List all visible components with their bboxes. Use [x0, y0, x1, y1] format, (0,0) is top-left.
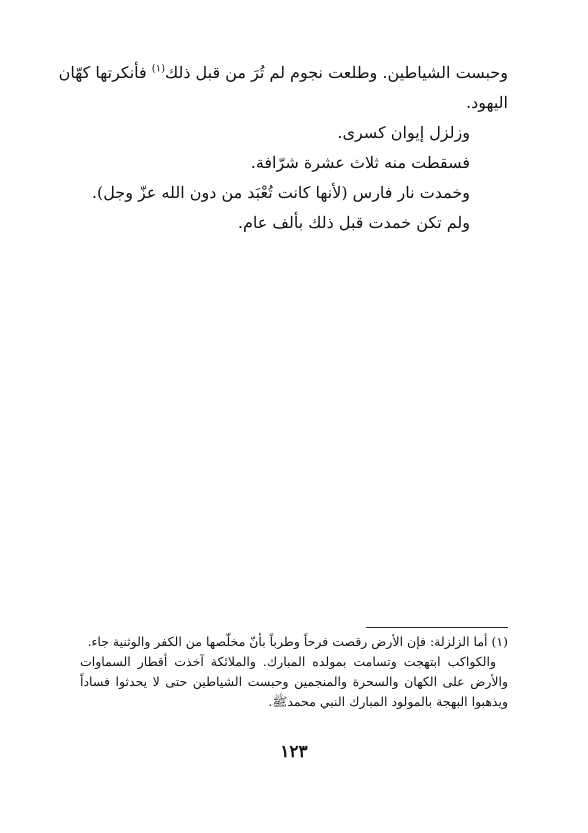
footnote-line-2: والكواكب ابتهجت وتسامت بمولده المبارك. والملائكة آخذت أقطار السماوات [80, 654, 496, 669]
body-line-3: وزلزل إيوان كسرى. [337, 123, 470, 142]
footnote-line-4: ويذهبوا البهجة بالمولود المبارك النبي محمدﷺ. [268, 694, 508, 709]
footnote-line-1: (١) أما الزلزلة: فإن الأرض رقصت فرحاً وطرباً بأنّ مخلّصها من الكفر والوثنية جاء. [87, 634, 508, 649]
body-line-4: فسقطت منه ثلاث عشرة شرّافة. [250, 153, 470, 172]
footnote-line-3: والأرض على الكهان والسحرة والمنجمين وحبست الشياطين حتى لا يحدثوا فساداً [80, 674, 508, 689]
body-line-1-start: وحبست الشياطين. وطلعت نجوم لم تُرَ من قبل ذلك [164, 63, 508, 82]
body-line-1 [58, 58, 508, 88]
body-line-2: اليهود. [466, 93, 508, 112]
footnote-reference: (١) [151, 63, 165, 75]
footnotes [80, 632, 508, 712]
page-number: ١٢٣ [280, 742, 308, 762]
body-line-1-end: فأنكرتها كهّان [58, 63, 152, 82]
body-text [58, 58, 508, 238]
footnote-separator [366, 627, 508, 628]
body-line-5: وخمدت نار فارس (لأنها كانت تُعْبَد من دون الله عزّ وجل). [91, 183, 470, 202]
body-line-6: ولم تكن خمدت قبل ذلك بألف عام. [237, 213, 470, 232]
